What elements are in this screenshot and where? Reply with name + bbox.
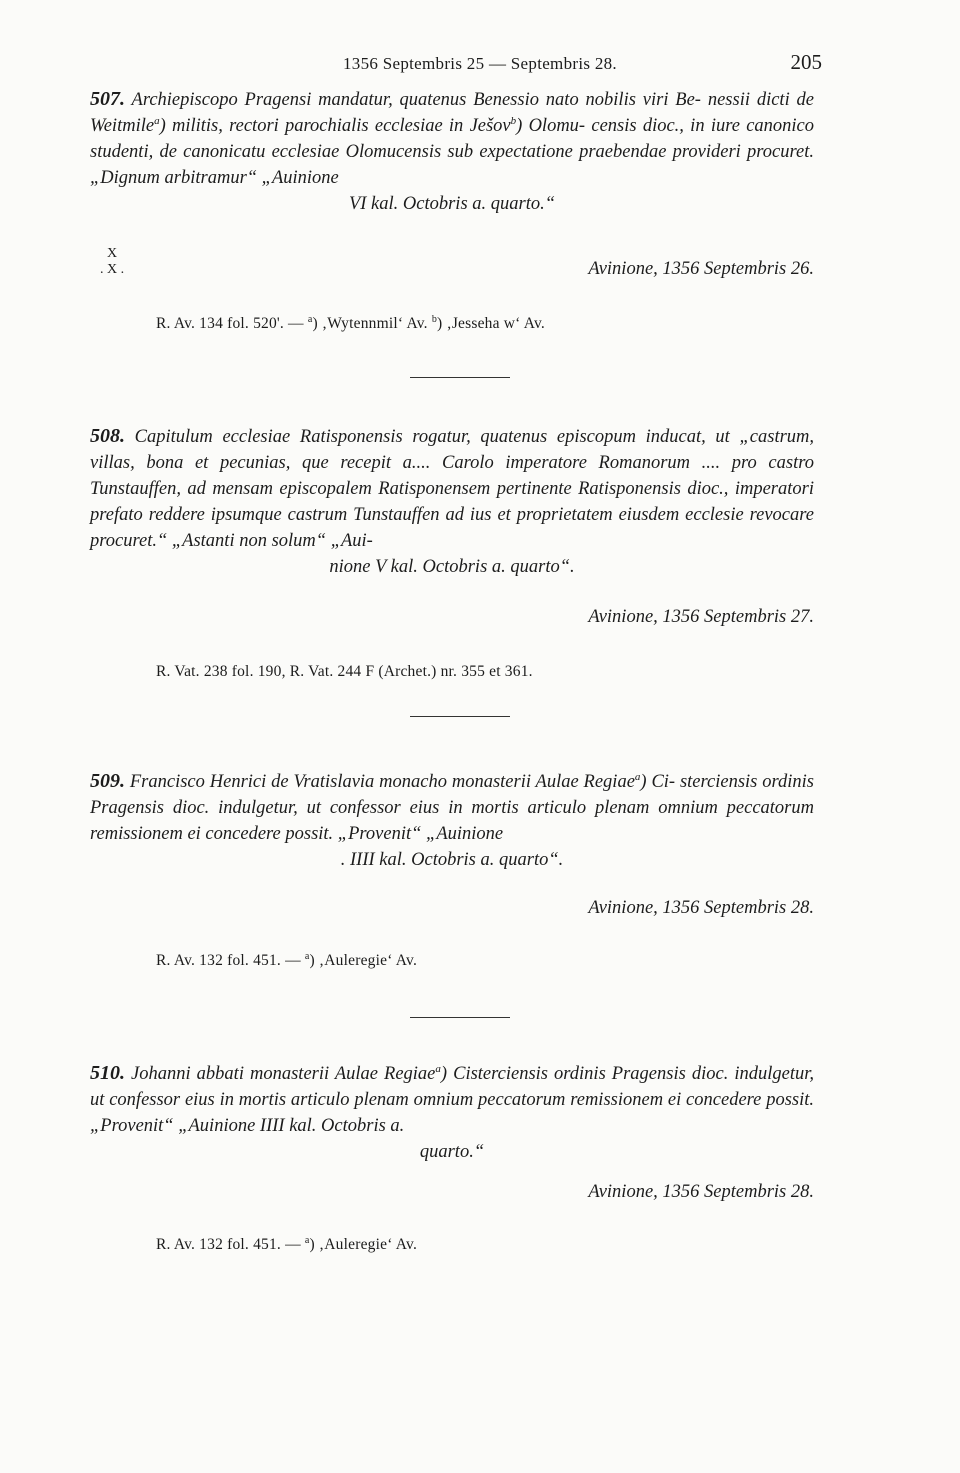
entry-509-closing: . IIII kal. Octobris a. quarto“.	[340, 850, 564, 870]
separator-rule	[410, 716, 510, 717]
entry-510-closing: quarto.“	[419, 1142, 485, 1162]
entry-509-source: R. Av. 132 fol. 451. — $^a$) ‚Auleregie‘ Av.	[156, 950, 418, 969]
separator-rule	[410, 377, 510, 378]
entry-507-date: Avinione, 1356 Septembris 26.	[588, 259, 814, 279]
marginal-mark: . X .	[100, 262, 125, 277]
entry-508-closing: nione V kal. Octobris a. quarto“.	[329, 557, 575, 577]
entry-number: 508.	[90, 425, 125, 447]
separator-rule	[410, 1017, 510, 1018]
entry-509-text: 509. Francisco Henrici de Vratislavia monacho monasterii Aulae Regiae$^a$) Ci- sterciensis ordinis Pragensis dioc. indulgetur, ut confessor eius in mortis articulo plenam omnium peccatorum remissionem ei concedere possit. „Provenit“ „Auinione	[90, 770, 814, 844]
entry-number: 507.	[90, 88, 125, 110]
entry-507-source: R. Av. 134 fol. 520'. — $^a$) ‚Wytennmil‘ Av. $^b$) ‚Jesseha w‘ Av.	[156, 313, 546, 332]
entry-509-date: Avinione, 1356 Septembris 28.	[588, 898, 814, 918]
entry-508-text: 508. Capitulum ecclesiae Ratisponensis rogatur, quatenus episcopum inducat, ut „castrum, villas, bona et pecunias, que recepit a.... Carolo imperatore Romanorum .... pro castro Tunstauffen, ad mensam episcopalem Ratisponensem pertinente Ratisponensis dioc., imperatori prefato reddere ipsumque castrum Tunstauffen ad ius et proprietatem eiusdem ecclesie revocare procuret.“ „Astanti non solum“ „Aui-	[90, 425, 815, 551]
entry-510-source: R. Av. 132 fol. 451. — $^a$) ‚Auleregie‘ Av.	[156, 1234, 418, 1253]
entry-507-closing: VI kal. Octobris a. quarto.“	[348, 194, 556, 214]
footnote-mark: a	[154, 114, 160, 127]
running-header	[0, 50, 960, 80]
entry-510	[90, 1060, 814, 1165]
footnote-mark: a	[634, 770, 641, 783]
entry-number: 509.	[90, 770, 125, 792]
entry-507	[90, 86, 814, 217]
running-title: 1356 Septembris 25 — Septembris 28.	[343, 54, 617, 73]
entry-507-text: 507. Archiepiscopo Pragensi mandatur, quatenus Benessio nato nobilis viri Be- nessii dicti de Weitmile$^a$) militis, rectori parochialis ecclesiae in Ješov$^b$) Olomu- censis dioc., in iure canonico studenti, de canonicatu ecclesiae Olomucensis sub expectatione praebendae provideri procuret. „Dignum arbitramur“ „Auinione	[90, 88, 815, 188]
entry-508-source: R. Vat. 238 fol. 190, R. Vat. 244 F (Archet.) nr. 355 et 361.	[156, 663, 533, 680]
entry-508-date: Avinione, 1356 Septembris 27.	[588, 607, 814, 627]
marginal-mark: X	[107, 246, 118, 261]
entry-508	[90, 423, 814, 580]
entry-510-text: 510. Johanni abbati monasterii Aulae Regiae$^a$) Cisterciensis ordinis Pragensis dioc. indulgetur, ut confessor eius in mortis articulo plenam omnium peccatorum remissionem ei concedere possit. „Provenit“ „Auinione IIII kal. Octobris a.	[90, 1062, 815, 1136]
page-number: 205	[790, 50, 822, 74]
entry-number: 510.	[90, 1062, 125, 1084]
footnote-mark: a	[435, 1062, 441, 1075]
entry-510-date: Avinione, 1356 Septembris 28.	[588, 1182, 814, 1202]
entry-509	[90, 768, 814, 873]
footnote-mark: b	[510, 114, 517, 127]
